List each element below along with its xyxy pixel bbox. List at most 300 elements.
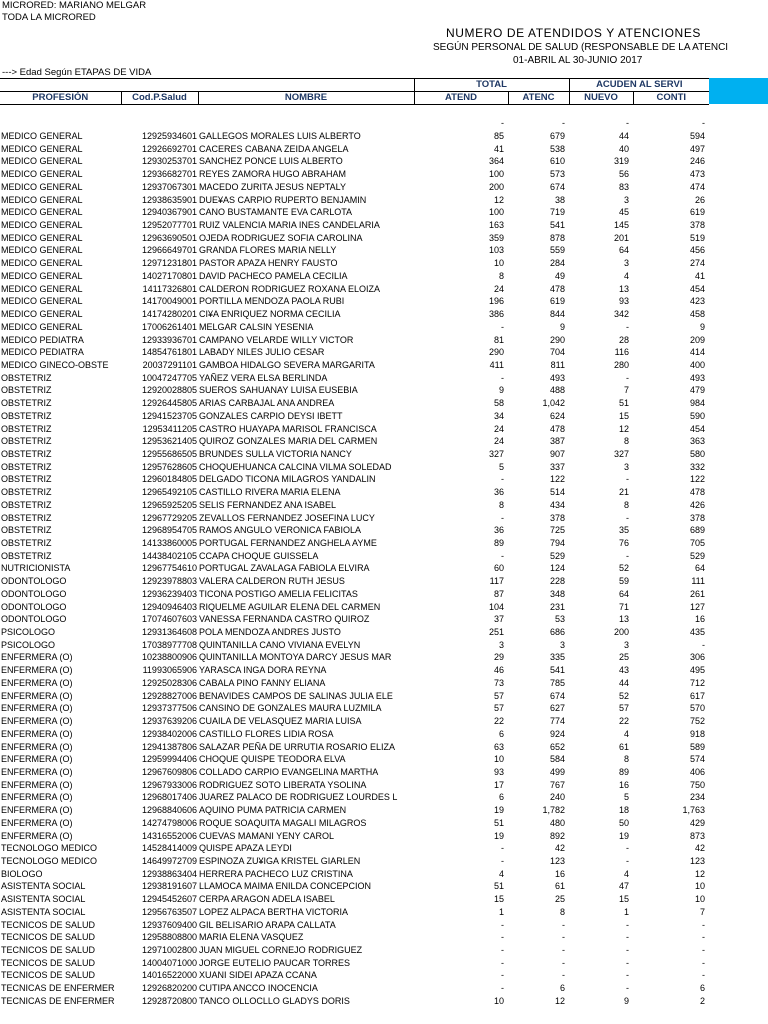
cell-atenc: 480	[549, 817, 566, 828]
cell-conti: 306	[689, 652, 706, 663]
cell-atend: -	[501, 855, 504, 866]
cell-atend: 8	[498, 499, 504, 510]
cell-conti: 590	[689, 410, 706, 421]
cell-cod: 12920028805	[141, 385, 197, 396]
cell-atenc: 573	[549, 169, 566, 180]
cell-profesion: MEDICO GENERAL	[1, 156, 83, 167]
cell-atend: 386	[488, 309, 504, 320]
column-header-nuevo: NUEVO	[569, 92, 633, 105]
report-title: NUMERO DE ATENDIDOS Y ATENCIONES	[446, 26, 702, 40]
cell-conti: 209	[689, 334, 706, 345]
cell-cod: 12956763507	[141, 906, 197, 917]
cell-nombre: RIQUELME AGUILAR ELENA DEL CARMEN	[199, 601, 381, 612]
table-row	[0, 677, 709, 690]
cell-nombre: BENAVIDES CAMPOS DE SALINAS JULIA ELE	[199, 690, 393, 701]
cell-profesion: OBSTETRIZ	[1, 448, 52, 459]
cell-nuevo: 201	[613, 232, 630, 243]
cell-nombre: DUE¥AS CARPIO RUPERTO BENJAMIN	[199, 194, 367, 205]
cell-profesion: ENFERMERA (O)	[1, 716, 73, 727]
table-row	[0, 588, 709, 601]
cell-nuevo: -	[626, 983, 630, 994]
cell-atenc: 387	[549, 436, 566, 447]
cell-atenc: 610	[549, 156, 566, 167]
cell-conti: 519	[689, 232, 706, 243]
cell-cod: 12926445805	[141, 398, 197, 409]
cell-nombre: REYES ZAMORA HUGO ABRAHAM	[199, 169, 347, 180]
cell-nombre: QUIROZ GONZALES MARIA DEL CARMEN	[199, 436, 378, 447]
cell-cod: 12965492105	[141, 487, 197, 498]
cell-nombre: SELIS FERNANDEZ ANA ISABEL	[199, 499, 337, 510]
table-row	[0, 155, 709, 168]
cell-cod: 12937609400	[141, 919, 197, 930]
cell-conti: 619	[689, 207, 706, 218]
cell-nombre: GAMBOA HIDALGO SEVERA MARGARITA	[199, 359, 375, 370]
cell-conti: 42	[695, 843, 706, 854]
cell-atenc: 529	[549, 550, 566, 561]
cell-cod: 14174280201	[141, 309, 197, 320]
table-row	[0, 524, 709, 537]
cell-cod: 12965925205	[141, 499, 197, 510]
cell-atend: -	[501, 843, 504, 854]
cell-profesion: ENFERMERA (O)	[1, 728, 73, 739]
cell-atend: 5	[498, 461, 504, 472]
cell-profesion: OBSTETRIZ	[1, 423, 52, 434]
cell-nombre: DAVID PACHECO PAMELA CECILIA	[199, 270, 348, 281]
cell-conti: 122	[689, 474, 706, 485]
cell-cod: 14316552006	[141, 830, 197, 841]
cell-conti: -	[702, 639, 706, 650]
cell-profesion: ASISTENTA SOCIAL	[1, 906, 86, 917]
cell-conti: 9	[700, 321, 706, 332]
cell-nuevo: 15	[619, 894, 630, 905]
table-row	[0, 130, 709, 143]
table-row	[0, 855, 709, 868]
cell-atenc: 674	[549, 181, 566, 192]
cell-nuevo: 3	[624, 461, 630, 472]
cell-profesion: MEDICO PEDIATRA	[1, 334, 84, 345]
table-row	[0, 283, 709, 296]
cell-nombre: CANSINO DE GONZALES MAURA LUZMILA	[199, 703, 382, 714]
cell-atend: 51	[493, 817, 504, 828]
cell-conti: 378	[689, 512, 706, 523]
table-row	[0, 359, 709, 372]
cell-profesion: OBSTETRIZ	[1, 487, 52, 498]
cell-nombre: PASTOR APAZA HENRY FAUSTO	[199, 258, 338, 269]
cell-atenc: 785	[549, 677, 566, 688]
table-row	[0, 397, 709, 410]
cell-atend: 100	[488, 207, 504, 218]
cell-nuevo: 51	[619, 398, 630, 409]
cell-profesion: TECNICOS DE SALUD	[1, 970, 96, 981]
cell-atend: 63	[493, 741, 504, 752]
cell-cod: 12928720800	[141, 995, 197, 1006]
cell-conti: 7	[700, 906, 706, 917]
cell-cod: 12971002800	[141, 945, 197, 955]
cell-nombre: GIL BELISARIO ARAPA CALLATA	[199, 919, 336, 930]
cell-cod: 12941387806	[141, 741, 197, 752]
cell-cod: 12963690501	[141, 232, 197, 243]
cell-profesion: MEDICO GENERAL	[1, 283, 83, 294]
cell-cod: 17074607603	[141, 614, 197, 625]
cell-atenc: 541	[549, 220, 566, 231]
cell-profesion: OBSTETRIZ	[1, 525, 52, 536]
age-filter-label: ---> Edad Según ETAPAS DE VIDA	[2, 67, 152, 78]
table-row	[0, 919, 709, 932]
table-row	[0, 906, 709, 919]
cell-nuevo: 71	[619, 601, 630, 612]
cell-nuevo: 4	[624, 270, 630, 281]
cell-profesion: NUTRICIONISTA	[1, 563, 71, 574]
cell-nombre: COLLADO CARPIO EVANGELINA MARTHA	[199, 766, 379, 777]
cell-nuevo: 47	[619, 881, 630, 892]
cell-atend: 51	[493, 881, 504, 892]
cell-profesion: MEDICO GENERAL	[1, 296, 83, 307]
cell-cod: 14854761801	[141, 347, 197, 358]
cell-nuevo: 50	[619, 817, 630, 828]
column-header-nombre: NOMBRE	[198, 92, 414, 105]
cell-nombre: XUANI SIDEI APAZA CCANA	[199, 970, 317, 981]
cell-atenc: 335	[549, 652, 566, 663]
cell-nuevo: 52	[619, 563, 630, 574]
cell-nombre: GONZALES CARPIO DEYSI IBETT	[199, 410, 343, 421]
cell-cod: 14133860005	[141, 538, 197, 548]
report-table	[0, 78, 709, 1008]
cell-cod: 12967933006	[141, 779, 197, 790]
cell-atenc: 123	[549, 855, 566, 866]
cell-profesion: ENFERMERA (O)	[1, 665, 73, 676]
cell-atend: 24	[493, 436, 504, 447]
cell-atenc: 892	[549, 830, 566, 841]
cell-profesion: ENFERMERA (O)	[1, 741, 73, 752]
cell-conti: 41	[695, 270, 706, 281]
cell-atenc: 878	[549, 232, 566, 243]
cell-profesion: OBSTETRIZ	[1, 385, 52, 396]
cell-profesion: ENFERMERA (O)	[1, 754, 73, 765]
table-row	[0, 613, 709, 626]
cell-nombre: CACERES CABANA ZEIDA ANGELA	[199, 143, 349, 154]
cell-nuevo: 3	[624, 258, 630, 269]
cell-atenc: 1,782	[542, 805, 566, 816]
cell-nuevo: 342	[613, 309, 630, 320]
cell-atenc: 514	[549, 487, 566, 498]
table-row	[0, 931, 709, 944]
cell-atenc: 122	[549, 474, 566, 485]
cell-nuevo: 13	[619, 283, 630, 294]
cell-nombre: ARIAS CARBAJAL ANA ANDREA	[199, 398, 335, 409]
cell-atend: -	[501, 945, 504, 955]
cell-nuevo: 22	[619, 716, 630, 727]
cell-atend: 196	[488, 296, 504, 307]
cell-atend: 57	[493, 703, 504, 714]
cell-nombre: YAÑEZ VERA ELSA BERLINDA	[199, 372, 328, 383]
cell-cod: 12928827006	[141, 690, 197, 701]
cell-conti: 617	[689, 690, 706, 701]
cell-profesion: TECNOLOGO MEDICO	[1, 855, 98, 866]
cell-cod: 14438402105	[141, 550, 197, 561]
cell-cod: 17038977708	[141, 639, 197, 650]
cell-nombre: RUIZ VALENCIA MARIA INES CANDELARIA	[199, 220, 380, 231]
cell-cod: 12968840606	[141, 805, 197, 816]
cell-atenc: 652	[549, 741, 566, 752]
table-row	[0, 893, 709, 906]
cell-conti: 478	[689, 487, 706, 498]
cell-nuevo: -	[626, 843, 630, 854]
cell-conti: 570	[689, 703, 706, 714]
cell-atend: 19	[493, 830, 504, 841]
cell-profesion: TECNICOS DE SALUD	[1, 957, 96, 968]
cell-atenc: 8	[560, 906, 566, 917]
cell-cod: 12959994406	[141, 754, 197, 765]
cell-nuevo: 18	[619, 805, 630, 816]
cell-nuevo: -	[626, 932, 630, 943]
cell-atend: 8	[498, 270, 504, 281]
cell-conti: 10	[695, 881, 706, 892]
table-row	[0, 601, 709, 614]
cell-nuevo: -	[626, 945, 630, 955]
cell-cod: 14274798006	[141, 817, 197, 828]
cell-conti: 529	[689, 550, 706, 561]
table-row	[0, 244, 709, 257]
cell-nuevo: 5	[624, 792, 630, 803]
cell-atend: -	[501, 970, 504, 981]
cell-profesion: MEDICO GENERAL	[1, 143, 83, 154]
cell-conti: 456	[689, 245, 706, 256]
table-row	[0, 194, 709, 207]
cell-cod: 12937067301	[141, 181, 197, 192]
report-subtitle: SEGÚN PERSONAL DE SALUD (RESPONSABLE DE LA ATENCI	[433, 42, 729, 53]
table-row	[0, 868, 709, 881]
cell-atend: 359	[488, 232, 504, 243]
cell-conti: 873	[689, 830, 706, 841]
table-row	[0, 880, 709, 893]
cell-nuevo: 61	[619, 741, 630, 752]
cell-nombre: CHOQUE QUISPE TEODORA ELVA	[199, 754, 346, 765]
table-row	[0, 346, 709, 359]
cell-atend: 24	[493, 423, 504, 434]
cell-atend: 4	[498, 868, 504, 879]
cell-nombre: RODRIGUEZ SOTO LIBERATA YSOLINA	[199, 779, 367, 790]
table-row	[0, 232, 709, 245]
cell-atenc: 811	[550, 359, 566, 370]
cell-cod: 14004071000	[141, 957, 197, 968]
cell-atend: 85	[493, 131, 504, 141]
cell-cod: 12940946403	[141, 601, 197, 612]
cell-nuevo: 116	[614, 347, 630, 358]
cell-atend: 200	[488, 181, 504, 192]
cell-nuevo: 64	[619, 588, 630, 599]
cell-nuevo: 8	[624, 436, 630, 447]
cell-atenc: 25	[555, 894, 566, 905]
table-row	[0, 575, 709, 588]
cell-nombre: LOPEZ ALPACA BERTHA VICTORIA	[199, 906, 349, 917]
cell-nuevo: 1	[624, 906, 630, 917]
cell-profesion: ENFERMERA (O)	[1, 792, 73, 803]
cell-atenc: 42	[555, 843, 566, 854]
cell-conti: 918	[689, 728, 706, 739]
cell-atend: 81	[493, 334, 504, 345]
cell-profesion: ODONTOLOGO	[1, 588, 67, 599]
cell-conti: -	[702, 118, 706, 129]
cell-profesion: MEDICO GENERAL	[1, 220, 83, 231]
cell-nuevo: 28	[619, 334, 630, 345]
cell-cod: 14170049001	[141, 296, 197, 307]
cell-atenc: 337	[549, 461, 566, 472]
cell-cod	[121, 105, 198, 131]
cell-atend: 60	[493, 563, 504, 574]
cell-nombre: RAMOS ANGULO VERONICA FABIOLA	[199, 525, 362, 536]
table-row	[0, 550, 709, 563]
cell-atenc: 124	[549, 563, 566, 574]
cell-nuevo: 8	[624, 754, 630, 765]
cell-cod: 12967729205	[141, 512, 197, 523]
cell-cod: 14117326801	[142, 283, 197, 294]
cell-nuevo: -	[626, 919, 630, 930]
cell-atend: -	[501, 550, 504, 561]
cell-atend: 9	[498, 385, 504, 396]
cell-atenc: 434	[549, 499, 566, 510]
cell-atend: 411	[489, 359, 504, 370]
cell-nombre: MACEDO ZURITA JESUS NEPTALY	[199, 181, 347, 192]
cell-conti: 26	[695, 194, 706, 205]
cell-nombre: YARASCA INGA DORA REYNA	[199, 665, 327, 676]
table-row	[0, 384, 709, 397]
table-body	[0, 105, 709, 1008]
table-row	[0, 143, 709, 156]
cell-atend: -	[501, 474, 504, 485]
table-row	[0, 105, 709, 131]
cell-atenc: -	[562, 970, 566, 981]
cell-profesion: MEDICO GENERAL	[1, 321, 83, 332]
cell-nombre: MELGAR CALSIN YESENIA	[199, 321, 314, 332]
cell-atend: 73	[493, 677, 504, 688]
cell-atend: -	[501, 983, 504, 994]
cell-profesion: ENFERMERA (O)	[1, 817, 73, 828]
cell-profesion: OBSTETRIZ	[1, 436, 52, 447]
cell-atenc: 12	[555, 995, 566, 1006]
cell-nombre: CI¥A ENRIQUEZ NORMA CECILIA	[199, 309, 341, 320]
cell-atenc: 9	[560, 321, 566, 332]
cell-nuevo: 200	[613, 627, 630, 638]
cell-nuevo: -	[626, 474, 630, 485]
cell-conti: 435	[689, 627, 706, 638]
cell-atenc: 674	[549, 690, 566, 701]
cell-conti: 406	[689, 766, 706, 777]
cell-atenc: -	[562, 957, 566, 968]
header-group-acuden: ACUDEN AL SERVI	[569, 79, 709, 92]
cell-cod: 12923978803	[141, 576, 197, 587]
cell-profesion: OBSTETRIZ	[1, 550, 52, 561]
cell-atend: 251	[488, 627, 504, 638]
cell-nombre: AQUINO PUMA PATRICIA CARMEN	[199, 805, 347, 816]
cell-nuevo: 4	[624, 728, 630, 739]
cell-profesion: PSICOLOGO	[1, 627, 56, 638]
cell-profesion: ENFERMERA (O)	[1, 779, 73, 790]
cell-conti: 497	[689, 143, 706, 154]
cell-atend: 12	[493, 194, 504, 205]
cell-cod: 12938863404	[141, 868, 197, 879]
cell-conti: 111	[691, 576, 706, 587]
cell-atend: 6	[498, 728, 504, 739]
cell-nombre: JUAREZ PALACO DE RODRIGUEZ LOURDES L	[199, 792, 398, 803]
cell-conti: 234	[689, 792, 706, 803]
cell-atend: 15	[493, 894, 504, 905]
table-row	[0, 270, 709, 283]
cell-nombre: TICONA POSTIGO AMELIA FELICITAS	[199, 588, 358, 599]
column-header-conti: CONTI	[633, 92, 709, 105]
cell-profesion: TECNICOS DE SALUD	[1, 945, 96, 955]
cell-nombre: CCAPA CHOQUE GUISSELA	[199, 550, 319, 561]
cell-atend: 29	[493, 652, 504, 663]
cell-conti: 429	[689, 817, 706, 828]
report-period: 01-ABRIL AL 30-JUNIO 2017	[513, 55, 643, 66]
cell-atenc: 478	[549, 283, 566, 294]
cell-cod: 12967609806	[141, 766, 197, 777]
cell-atenc: 559	[549, 245, 566, 256]
cell-conti: 400	[689, 359, 706, 370]
cell-nuevo: 44	[619, 131, 630, 141]
table-row	[0, 995, 709, 1008]
cell-atenc: 924	[549, 728, 566, 739]
cell-nombre: ROQUE SOAQUITA MAGALI MILAGROS	[199, 817, 367, 828]
cell-nuevo: 280	[613, 359, 630, 370]
cell-nombre: SUEROS SAHUANAY LUISA EUSEBIA	[199, 385, 358, 396]
cell-nombre: PORTUGAL FERNANDEZ ANGHELA AYME	[199, 538, 377, 548]
table-row	[0, 779, 709, 792]
table-row	[0, 830, 709, 843]
table-row	[0, 206, 709, 219]
cell-profesion: TECNICAS DE ENFERMER	[1, 983, 115, 994]
cell-atend: 93	[493, 766, 504, 777]
table-row	[0, 753, 709, 766]
cell-atend: 24	[493, 283, 504, 294]
cell-nombre: QUINTANILLA CANO VIVIANA EVELYN	[199, 639, 361, 650]
cell-nuevo: 145	[613, 220, 630, 231]
cell-cod: 12926820200	[141, 983, 197, 994]
cell-nuevo: 4	[624, 868, 630, 879]
cell-nuevo: 83	[619, 181, 630, 192]
cell-atenc: 1,042	[542, 398, 566, 409]
cell-nombre: VANESSA FERNANDA CASTRO QUIROZ	[199, 614, 370, 625]
cell-atenc: 284	[549, 258, 566, 269]
cell-profesion: ENFERMERA (O)	[1, 677, 73, 688]
cell-nuevo: 13	[619, 614, 630, 625]
table-row	[0, 372, 709, 385]
cell-atenc: 627	[549, 703, 566, 714]
cell-profesion: MEDICO GENERAL	[1, 270, 83, 281]
cell-profesion: ASISTENTA SOCIAL	[1, 894, 86, 905]
cell-profesion: MEDICO GENERAL	[1, 232, 83, 243]
table-row	[0, 537, 709, 550]
cell-nuevo: -	[626, 118, 630, 129]
cell-profesion: PSICOLOGO	[1, 639, 56, 650]
cell-profesion: MEDICO GENERAL	[1, 207, 83, 218]
cell-profesion: OBSTETRIZ	[1, 499, 52, 510]
cell-atend: 37	[493, 614, 504, 625]
cell-nombre: CASTILLO RIVERA MARIA ELENA	[199, 487, 341, 498]
cell-conti: -	[702, 919, 706, 930]
cell-profesion: MEDICO GINECO-OBSTE	[1, 359, 109, 370]
cell-conti: 474	[689, 181, 706, 192]
cell-cod: 12930253701	[141, 156, 197, 167]
cell-profesion: OBSTETRIZ	[1, 398, 52, 409]
cell-nuevo: 57	[619, 703, 630, 714]
cell-atend: 3	[498, 639, 504, 650]
table-row	[0, 486, 709, 499]
cell-atenc: 348	[549, 588, 566, 599]
cell-cod: 17006261401	[141, 321, 197, 332]
table-row	[0, 944, 709, 957]
table-row	[0, 308, 709, 321]
